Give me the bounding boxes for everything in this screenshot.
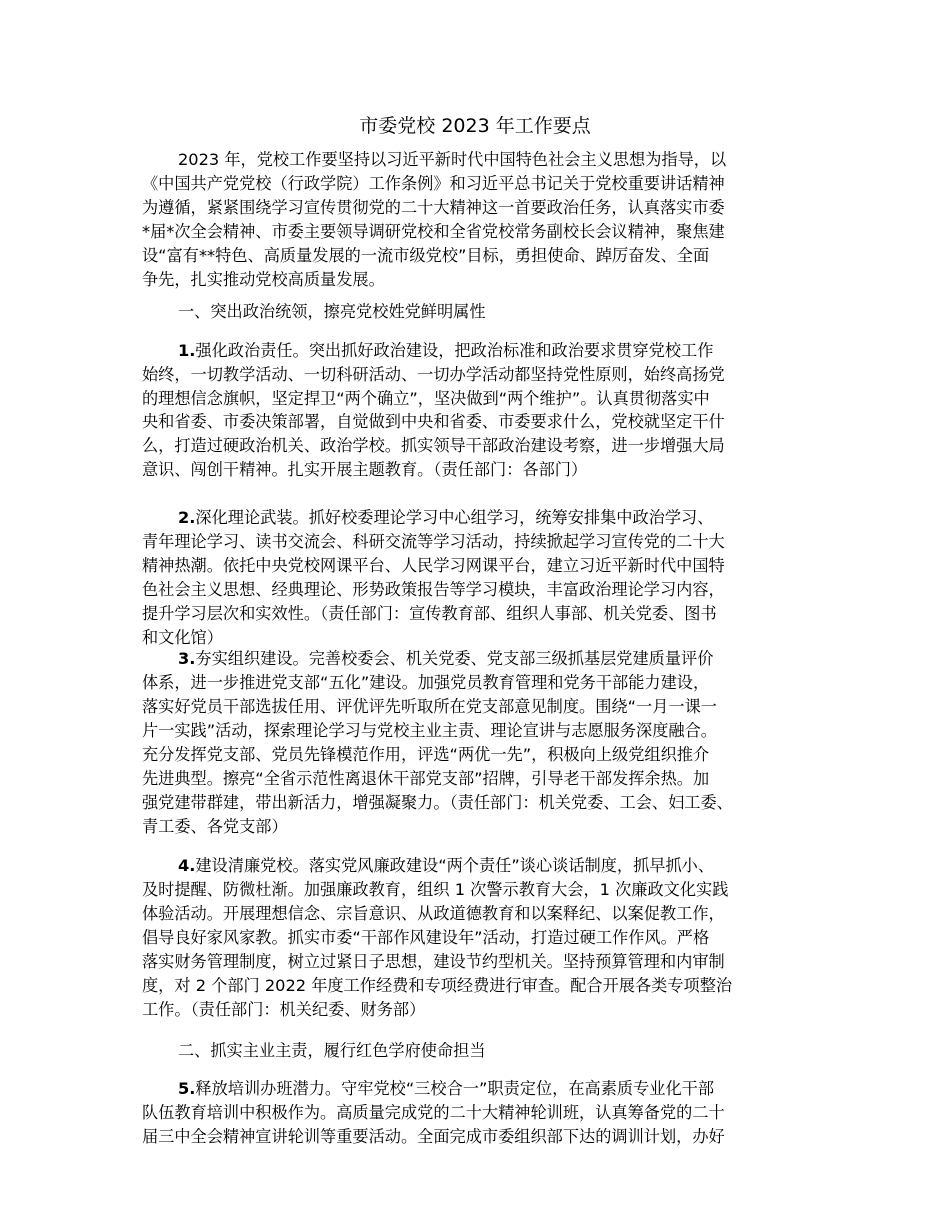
item-line: 度，对 2 个部门 2022 年度工作经费和专项经费进行审查。配合开展各类专项整治 <box>142 976 733 995</box>
intro-line: 2023 年，党校工作要坚持以习近平新时代中国特色社会主义思想为指导，以 <box>178 150 727 169</box>
intro-line: *届*次全会精神、市委主要领导调研党校和全省党校常务副校长会议精神，聚焦建 <box>142 222 725 241</box>
item-line: 强党建带群建，带出新活力，增强凝聚力。（责任部门：机关党委、工会、妇工委、 <box>142 793 733 812</box>
item-line <box>178 507 713 529</box>
item-line: 片一实践”活动，探索理论学习与党校主业主责、理论宣讲与志愿服务深度融合。 <box>142 721 717 740</box>
item-line <box>178 1078 714 1100</box>
item-number: 1. <box>178 341 196 360</box>
item-line: 央和省委、市委决策部署，自觉做到中央和省委、市委要求什么，党校就坚定干什 <box>142 412 725 431</box>
item-line: 先进典型。擦亮“全省示范性离退休干部党支部”招牌，引导老干部发挥余热。加 <box>142 769 710 788</box>
item-line: 落实财务管理制度，树立过紧日子思想，建设节约型机关。坚持预算管理和内审制 <box>142 952 725 971</box>
item-line: 充分发挥党支部、党员先锋模范作用，评选“两优一先”，积极向上级党组织推介 <box>142 745 710 764</box>
item-line: 青年理论学习、读书交流会、科研交流等学习活动，持续掀起学习宣传党的二十大 <box>142 532 725 551</box>
item-line: 届三中全会精神宣讲轮训等重要活动。全面完成市委组织部下达的调训计划，办好 <box>142 1127 725 1146</box>
item-line: 工作。（责任部门：机关纪委、财务部） <box>142 1000 426 1019</box>
item-line: 意识、闯创干精神。扎实开展主题教育。（责任部门：各部门） <box>142 460 588 479</box>
item-line: 的理想信念旗帜，坚定捍卫“两个确立”，坚决做到“两个维护”。认真贯彻落实中 <box>142 389 710 408</box>
item-line: 提升学习层次和实效性。（责任部门：宣传教育部、组织人事部、机关党委、图书 <box>142 604 717 623</box>
item-line: 色社会主义思想、经典理论、形势政策报告等学习模块，丰富政治理论学习内容， <box>142 580 725 599</box>
item-line: 和文化馆） <box>142 628 223 647</box>
item-line: 队伍教育培训中积极作为。高质量完成党的二十大精神轮训班，认真筹备党的二十 <box>142 1103 725 1122</box>
item-line <box>178 340 713 362</box>
page-title: 市委党校 2023 年工作要点 <box>359 115 591 137</box>
intro-line: 为遵循，紧紧围绕学习宣传贯彻党的二十大精神这一首要政治任务，认真落实市委 <box>142 198 725 217</box>
item-line: 始终，一切教学活动、一切科研活动、一切办学活动都坚持党性原则，始终高扬党 <box>142 365 725 384</box>
item-line: 体系，进一步推进党支部“五化”建设。加强党员教育管理和党务干部能力建设， <box>142 673 710 692</box>
item-line <box>178 648 713 670</box>
item-text: 释放培训办班潜力。守牢党校“三校合一”职责定位，在高素质专业化干部 <box>195 1079 715 1098</box>
item-text: 强化政治责任。突出抓好政治建设，把政治标准和政治要求贯穿党校工作 <box>195 341 714 360</box>
intro-line: 设“富有**特色、高质量发展的一流市级党校”目标，勇担使命、踔厉奋发、全面 <box>142 246 710 265</box>
intro-line: 争先，扎实推动党校高质量发展。 <box>142 270 385 289</box>
item-line: 么，打造过硬政治机关、政治学校。抓实领导干部政治建设考察，进一步增强大局 <box>142 436 725 455</box>
intro-line: 《中国共产党党校（行政学院）工作条例》和习近平总书记关于党校重要讲话精神 <box>142 174 725 193</box>
section-heading: 一、突出政治统领，擦亮党校姓党鲜明属性 <box>178 302 486 321</box>
item-number: 2. <box>178 508 196 527</box>
item-text: 深化理论武装。抓好校委理论学习中心组学习，统筹安排集中政治学习、 <box>195 508 714 527</box>
item-number: 4. <box>178 856 196 875</box>
section-heading: 二、抓实主业主责，履行红色学府使命担当 <box>178 1041 486 1060</box>
item-line: 落实好党员干部选拔任用、评优评先听取所在党支部意见制度。围绕“一月一课一 <box>142 697 717 716</box>
item-line: 倡导良好家风家教。抓实市委“干部作风建设年”活动，打造过硬工作作风。严格 <box>142 928 710 947</box>
item-line: 体验活动。开展理想信念、宗旨意识、从政道德教育和以案释纪、以案促教工作， <box>142 904 725 923</box>
item-number: 5. <box>178 1079 196 1098</box>
item-text: 夯实组织建设。完善校委会、机关党委、党支部三级抓基层党建质量评价 <box>195 649 714 668</box>
item-line: 精神热潮。依托中央党校网课平台、人民学习网课平台，建立习近平新时代中国特 <box>142 556 725 575</box>
item-number: 3. <box>178 649 196 668</box>
item-line <box>178 855 714 877</box>
item-text: 建设清廉党校。落实党风廉政建设“两个责任”谈心谈话制度，抓早抓小、 <box>195 856 715 875</box>
item-line: 及时提醒、防微杜渐。加强廉政教育，组织 1 次警示教育大会，1 次廉政文化实践 <box>142 880 729 899</box>
item-line: 青工委、各党支部） <box>142 817 288 836</box>
